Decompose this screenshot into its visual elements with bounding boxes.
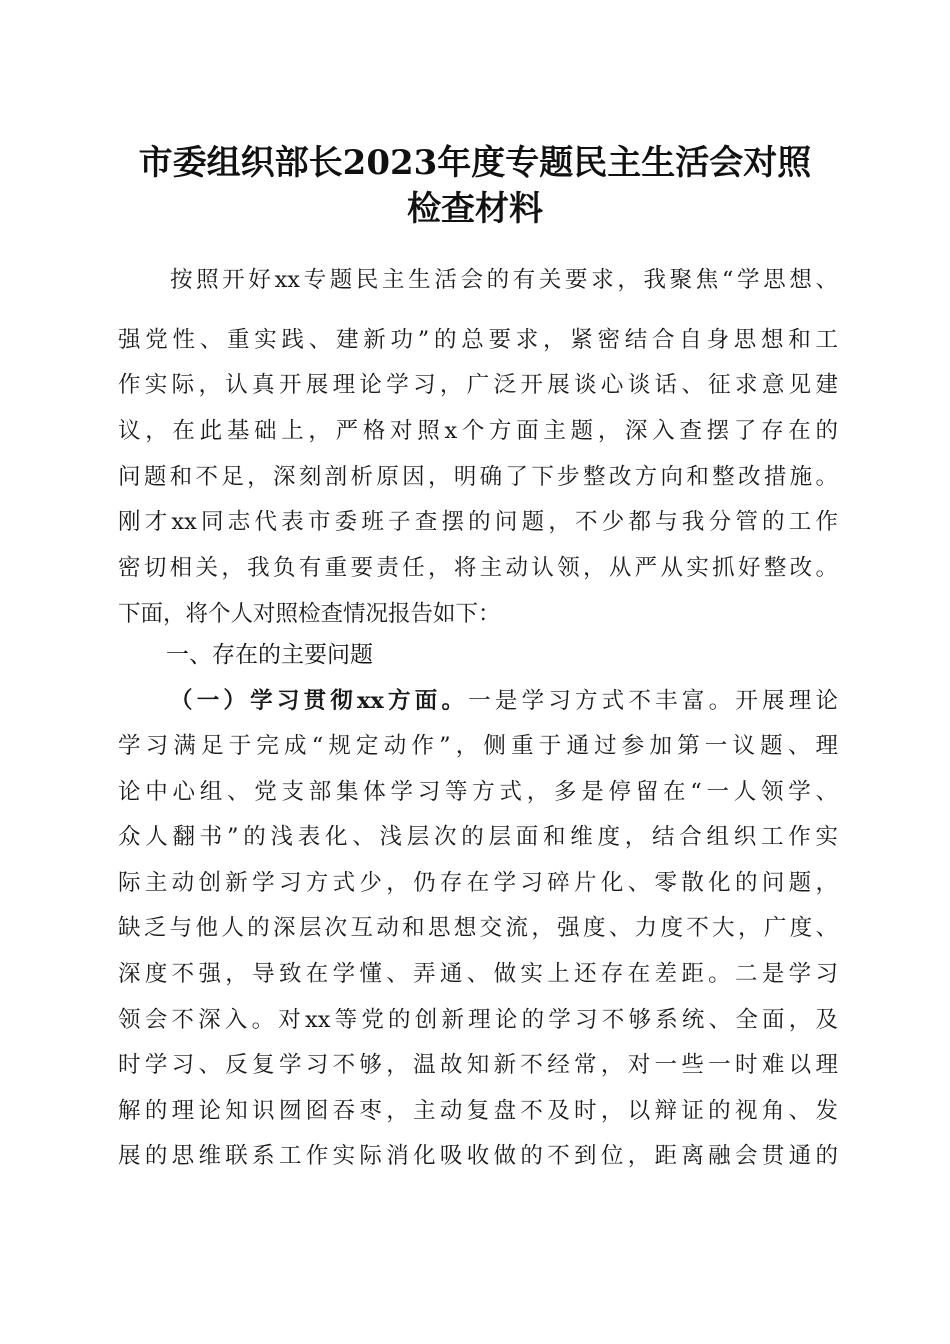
body-line: 时学习、反复学习不够，温故知新不经常，对一些一时难以理 (118, 1052, 838, 1078)
body-line: 际主动创新学习方式少，仍存在学习碎片化、零散化的问题， (118, 870, 838, 896)
intro-line: 议，在此基础上，严格对照x个方面主题，深入查摆了存在的 (118, 418, 838, 444)
body-line: 缺乏与他人的深层次互动和思想交流，强度、力度不大，广度、 (118, 915, 838, 941)
body-line: 论中心组、党支部集体学习等方式，多是停留在“一人领学、 (118, 779, 838, 805)
body-line: 领会不深入。对xx等党的创新理论的学习不够系统、全面，及 (118, 1007, 838, 1033)
body-line-rest: 一是学习方式不丰富。开展理论 (468, 688, 838, 714)
subsection-label: （一）学习贯彻xx方面。 (170, 688, 469, 714)
intro-line: 下面，将个人对照检查情况报告如下： (118, 601, 501, 627)
section-heading: 一、存在的主要问题 (166, 642, 373, 668)
intro-line: 密切相关，我负有重要责任，将主动认领，从严从实抓好整改。 (118, 555, 838, 581)
document-title-line-1: 市委组织部长2023年度专题民主生活会对照 (138, 143, 812, 183)
intro-line: 强党性、重实践、建新功”的总要求，紧密结合自身思想和工 (118, 327, 838, 353)
body-line: 众人翻书”的浅表化、浅层次的层面和维度，结合组织工作实 (118, 824, 838, 850)
intro-line: 按照开好xx专题民主生活会的有关要求，我聚焦“学思想、 (170, 267, 838, 293)
body-line: 深度不强，导致在学懂、弄通、做实上还存在差距。二是学习 (118, 961, 838, 987)
document-title-line-2: 检查材料 (407, 189, 543, 229)
subsection-first-line (170, 686, 838, 716)
intro-line: 作实际，认真开展理论学习，广泛开展谈心谈话、征求意见建 (118, 372, 838, 398)
body-line: 展的思维联系工作实际消化吸收做的不到位，距离融会贯通的 (118, 1143, 838, 1169)
intro-line: 问题和不足，深刻剖析原因，明确了下步整改方向和整改措施。 (118, 464, 838, 490)
body-line: 学习满足于完成“规定动作”，侧重于通过参加第一议题、理 (118, 733, 838, 759)
body-line: 解的理论知识囫囵吞枣，主动复盘不及时，以辩证的视角、发 (118, 1098, 838, 1124)
intro-line: 刚才xx同志代表市委班子查摆的问题，不少都与我分管的工作 (118, 509, 838, 535)
